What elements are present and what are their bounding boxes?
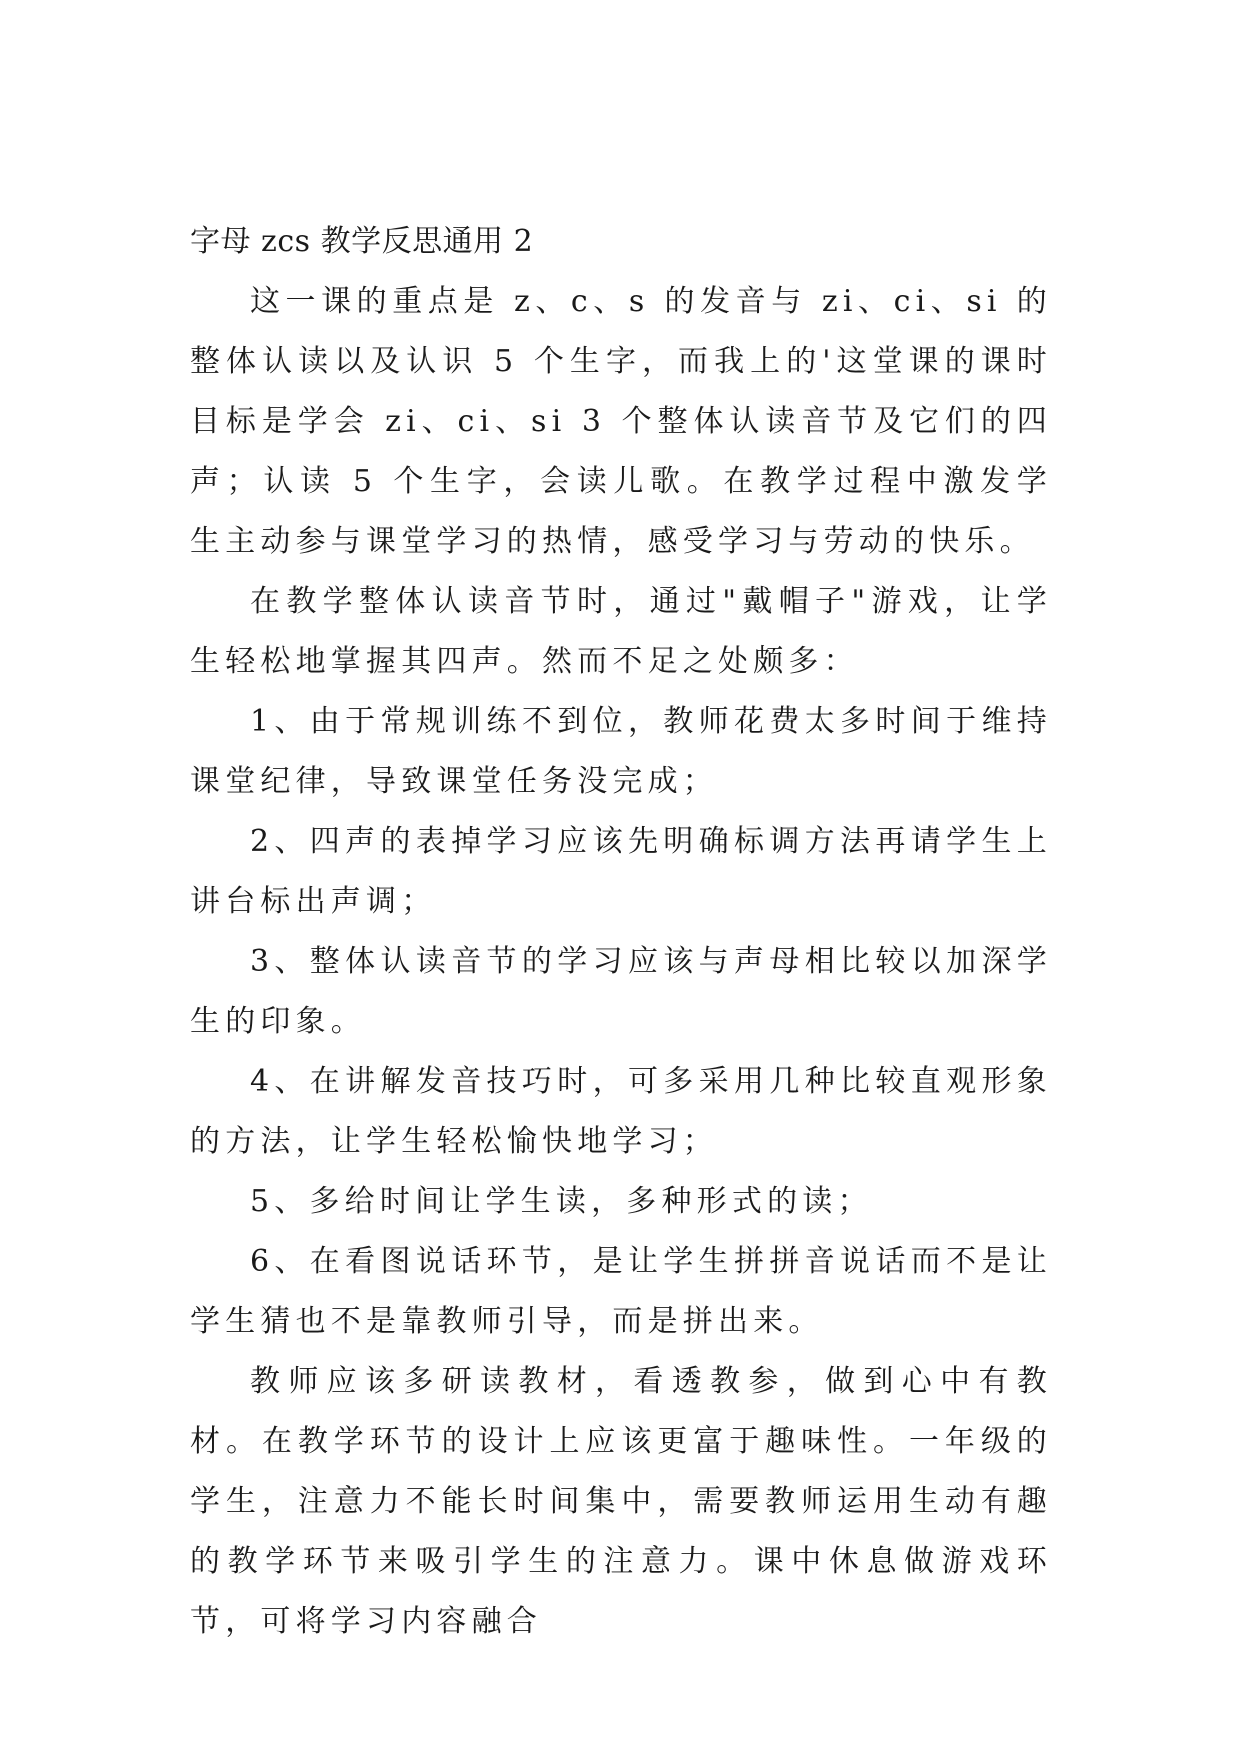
document-title: 字母 zcs 教学反思通用 2: [190, 224, 534, 259]
paragraph-item-5: 5、多给时间让学生读，多种形式的读；: [250, 1184, 873, 1219]
paragraph-intro: 这一课的重点是 z、c、s 的发音与 zi、ci、si 的整体认读以及认识 5 个生字，而我上的'这堂课的课时目标是学会 zi、ci、si 3 个整体认读音节及它们的四声；认读 5 个生字，会读儿歌。在教学过程中激发学生主动参与课堂学习的热情，感受学习与劳动的快乐。: [190, 284, 1052, 559]
paragraph-teaching: 在教学整体认读音节时，通过"戴帽子"游戏，让学生轻松地掌握其四声。然而不足之处颇多：: [190, 584, 1052, 679]
document-page: [190, 212, 1052, 1652]
paragraph-conclusion: 教师应该多研读教材，看透教参，做到心中有教材。在教学环节的设计上应该更富于趣味性。一年级的学生，注意力不能长时间集中，需要教师运用生动有趣的教学环节来吸引学生的注意力。课中休息做游戏环节，可将学习内容融合: [190, 1364, 1052, 1639]
paragraph-item-6: 6、在看图说话环节，是让学生拼拼音说话而不是让学生猜也不是靠教师引导，而是拼出来。: [190, 1244, 1052, 1339]
paragraph-item-3: 3、整体认读音节的学习应该与声母相比较以加深学生的印象。: [190, 944, 1052, 1039]
paragraph-item-1: 1、由于常规训练不到位，教师花费太多时间于维持课堂纪律，导致课堂任务没完成；: [190, 704, 1052, 799]
paragraph-item-4: 4、在讲解发音技巧时，可多采用几种比较直观形象的方法，让学生轻松愉快地学习；: [190, 1064, 1052, 1159]
paragraph-item-2: 2、四声的表掉学习应该先明确标调方法再请学生上讲台标出声调；: [190, 824, 1052, 919]
